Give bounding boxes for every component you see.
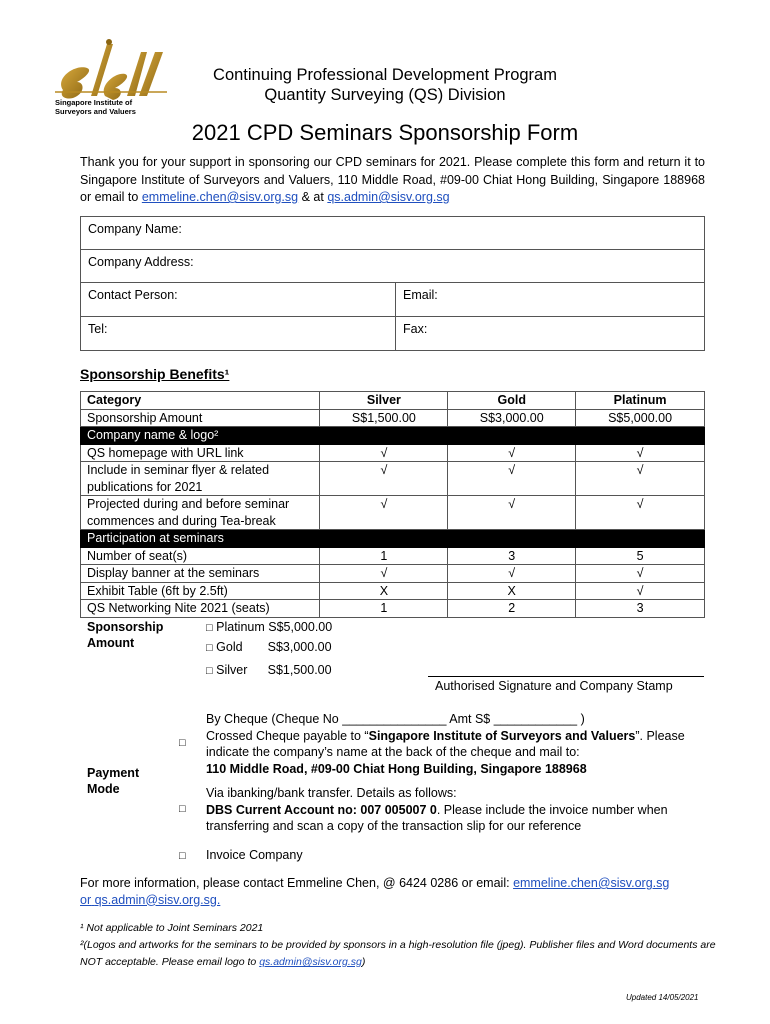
logo-caption: Singapore Institute of Surveyors and Valuers (55, 98, 136, 116)
program-title: Continuing Professional Development Program (213, 66, 557, 84)
option-platinum[interactable]: □ Platinum S$5,000.00 (206, 620, 333, 634)
footnotes (80, 920, 720, 971)
section-row: Participation at seminars (81, 530, 705, 548)
benefits-heading: Sponsorship Benefits¹ (80, 366, 230, 382)
tel-field[interactable]: Tel: (81, 317, 396, 351)
company-address-field[interactable]: Company Address: (81, 250, 705, 283)
checkbox-icon[interactable]: □ (206, 622, 213, 634)
contact-paragraph: For more information, please contact Emmeline Chen, @ 6424 0286 or email: emmeline.chen@sisv.org.sg or qs.admin@sisv.org.sg. (80, 876, 670, 907)
table-row: Display banner at the seminars √ √ √ (81, 565, 705, 583)
sponsorship-amount-label: Sponsorship Amount (87, 620, 164, 650)
footnote-email-link[interactable]: qs.admin@sisv.org.sg (259, 956, 362, 968)
benefits-header-row (81, 392, 705, 410)
signature-line (428, 676, 704, 677)
contact-email-link-1[interactable]: emmeline.chen@sisv.org.sg (513, 876, 670, 890)
table-row: Exhibit Table (6ft by 2.5ft) X X √ (81, 582, 705, 600)
intro-email-link-2[interactable]: qs.admin@sisv.org.sg (327, 190, 450, 204)
table-row: QS Networking Nite 2021 (seats) 1 2 3 (81, 600, 705, 618)
benefits-table (80, 391, 705, 618)
bank-transfer-checkbox[interactable]: □ (179, 803, 186, 815)
fax-field[interactable]: Fax: (396, 317, 705, 351)
form-title: 2021 CPD Seminars Sponsorship Form (191, 120, 579, 145)
checkbox-icon[interactable]: □ (206, 665, 213, 677)
signature-label: Authorised Signature and Company Stamp (435, 679, 673, 693)
intro-email-link-1[interactable]: emmeline.chen@sisv.org.sg (141, 190, 299, 204)
table-row: Include in seminar flyer & related publications for 2021 √ √ √ (81, 462, 705, 496)
updated-date: Updated 14/05/2021 (626, 993, 699, 1002)
contact-email-link-2[interactable]: or qs.admin@sisv.org.sg. (80, 892, 221, 907)
table-row: Projected during and before seminar commences and during Tea-break √ √ √ (81, 496, 705, 530)
col-gold: Gold (448, 392, 576, 410)
email-field[interactable]: Email: (396, 283, 705, 317)
section-row: Company name & logo² (81, 427, 705, 445)
cheque-checkbox[interactable]: □ (179, 737, 186, 749)
footnote-2: ²(Logos and artworks for the seminars to be provided by sponsors in a high-resolution file (jpeg). Publisher files and Word documents are NOT acceptable. Please email logo to qs.admin@sisv.org.sg) (80, 939, 716, 968)
company-name-field[interactable]: Company Name: (81, 217, 705, 250)
bank-transfer-option: Via ibanking/bank transfer. Details as follows: DBS Current Account no: 007 005007 0. Please include the invoice number when transferring and scan a copy of the transaction slip for our reference (206, 786, 668, 833)
payment-mode-label: Payment Mode (87, 766, 140, 796)
col-silver: Silver (320, 392, 448, 410)
division-title: Quantity Surveying (QS) Division (264, 86, 506, 104)
footnote-1: ¹ Not applicable to Joint Seminars 2021 (80, 922, 264, 934)
option-gold[interactable]: □ Gold S$3,000.00 (206, 640, 332, 654)
cheque-option: By Cheque (Cheque No _______________ Amt S$ ____________ ) Crossed Cheque payable to “Singapore Institute of Surveyors and Valuers”. Please indicate the company’s name at the back of the cheque and mail to: 110 Middle Road, #09-00 Chiat Hong Building, Singapore 188968 (206, 712, 685, 776)
checkbox-icon[interactable]: □ (206, 642, 213, 654)
company-info-form (80, 216, 705, 351)
invoice-checkbox[interactable]: □ (179, 850, 186, 862)
table-row: Sponsorship Amount S$1,500.00 S$3,000.00 S$5,000.00 (81, 409, 705, 427)
table-row: Number of seat(s) 1 3 5 (81, 547, 705, 565)
col-category: Category (81, 392, 320, 410)
contact-person-field[interactable]: Contact Person: (81, 283, 396, 317)
col-platinum: Platinum (576, 392, 705, 410)
option-silver[interactable]: □ Silver S$1,500.00 (206, 663, 332, 677)
intro-paragraph: Thank you for your support in sponsoring our CPD seminars for 2021. Please complete this form and return it to Singapore Institute of Surveyors and Valuers, 110 Middle Road, #09-00 Chiat Hong Building, Singapore 188968 or email to emmeline.chen@sisv.org.sg & at qs.admin@sisv.org.sg (80, 155, 705, 204)
invoice-option: Invoice Company (206, 848, 303, 862)
table-row: QS homepage with URL link √ √ √ (81, 444, 705, 462)
